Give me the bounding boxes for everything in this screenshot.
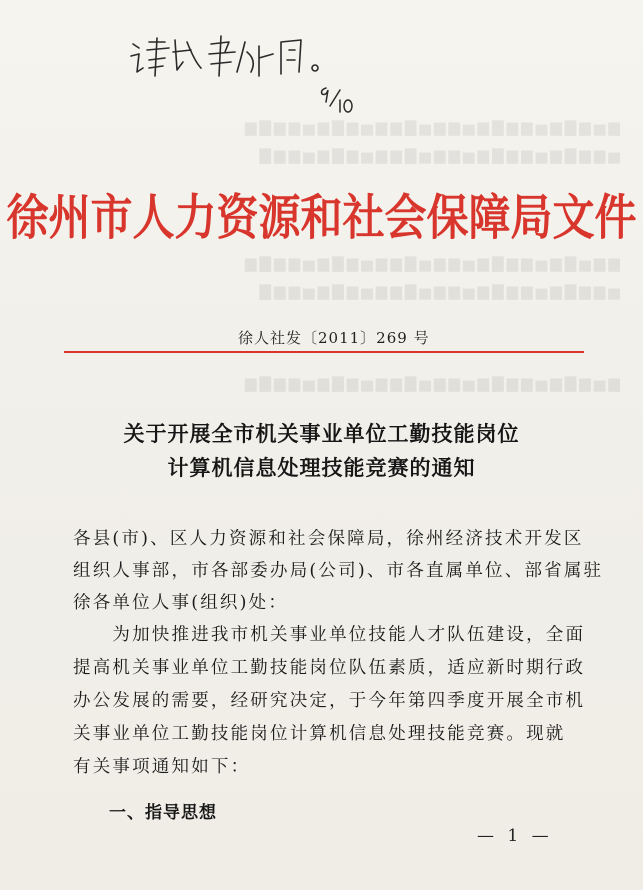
body-text-line: 办公发展的需要，经研究决定，于今年第四季度开展全市机 <box>73 691 586 711</box>
handwritten-note-signature <box>125 32 355 82</box>
handwritten-date-mark <box>316 82 356 118</box>
bleed-through-decoration: ▆▆▅▇▆▅▆▆▇▆▅▆▆▅▇▆▆▅▆▇▆▅▆▆▇▆ <box>242 254 620 272</box>
notice-title-line-1: 关于开展全市机关事业单位工勤技能岗位 <box>123 421 520 446</box>
bleed-through-decoration: ▅▆▆▇▆▅▆▆▇▆▅▆▆▅▇▆▆▅▆▇▆▅▆▆▇ <box>256 146 620 164</box>
body-text-line: 组织人事部，市各部委办局(公司)、市各直属单位、部省属驻 <box>73 561 604 581</box>
body-text-line: 关事业单位工勤技能岗位计算机信息处理技能竞赛。现就 <box>73 724 566 744</box>
page-number: — 1 — <box>477 826 553 846</box>
bleed-through-decoration: ▅▆▆▇▆▅▆▆▇▆▅▆▆▅▇▆▆▅▆▇▆▅▆▆▇ <box>256 282 620 300</box>
body-text-line: 各县(市)、区人力资源和社会保障局，徐州经济技术开发区 <box>73 529 584 549</box>
body-text-line: 有关事项通知如下： <box>73 757 251 777</box>
document-number: 徐人社发〔2011〕269 号 <box>238 329 430 347</box>
bleed-through-decoration: ▆▅▆▇▆▅▆▆▇▆▅▆▆▅▇▆▆▅▆▇▆▅▆▆▇▆ <box>242 118 620 136</box>
body-text-line: 为加快推进我市机关事业单位技能人才队伍建设，全面 <box>73 625 586 645</box>
notice-title-line-2: 计算机信息处理技能竞赛的通知 <box>167 455 476 480</box>
header-red-title: 徐州市人力资源和社会保障局文件 <box>6 189 637 246</box>
red-divider-line <box>64 351 584 353</box>
bleed-through-decoration: ▆▅▆▇▆▅▆▆▇▆▅▆▆▅▇▆▆▅▆▇▆▅▆▆▇▆ <box>242 374 620 392</box>
body-text-line: 徐各单位人事(组织)处： <box>73 593 289 613</box>
body-text-line: 提高机关事业单位工勤技能岗位队伍素质，适应新时期行政 <box>73 658 586 678</box>
section-heading: 一、指导思想 <box>109 803 217 823</box>
